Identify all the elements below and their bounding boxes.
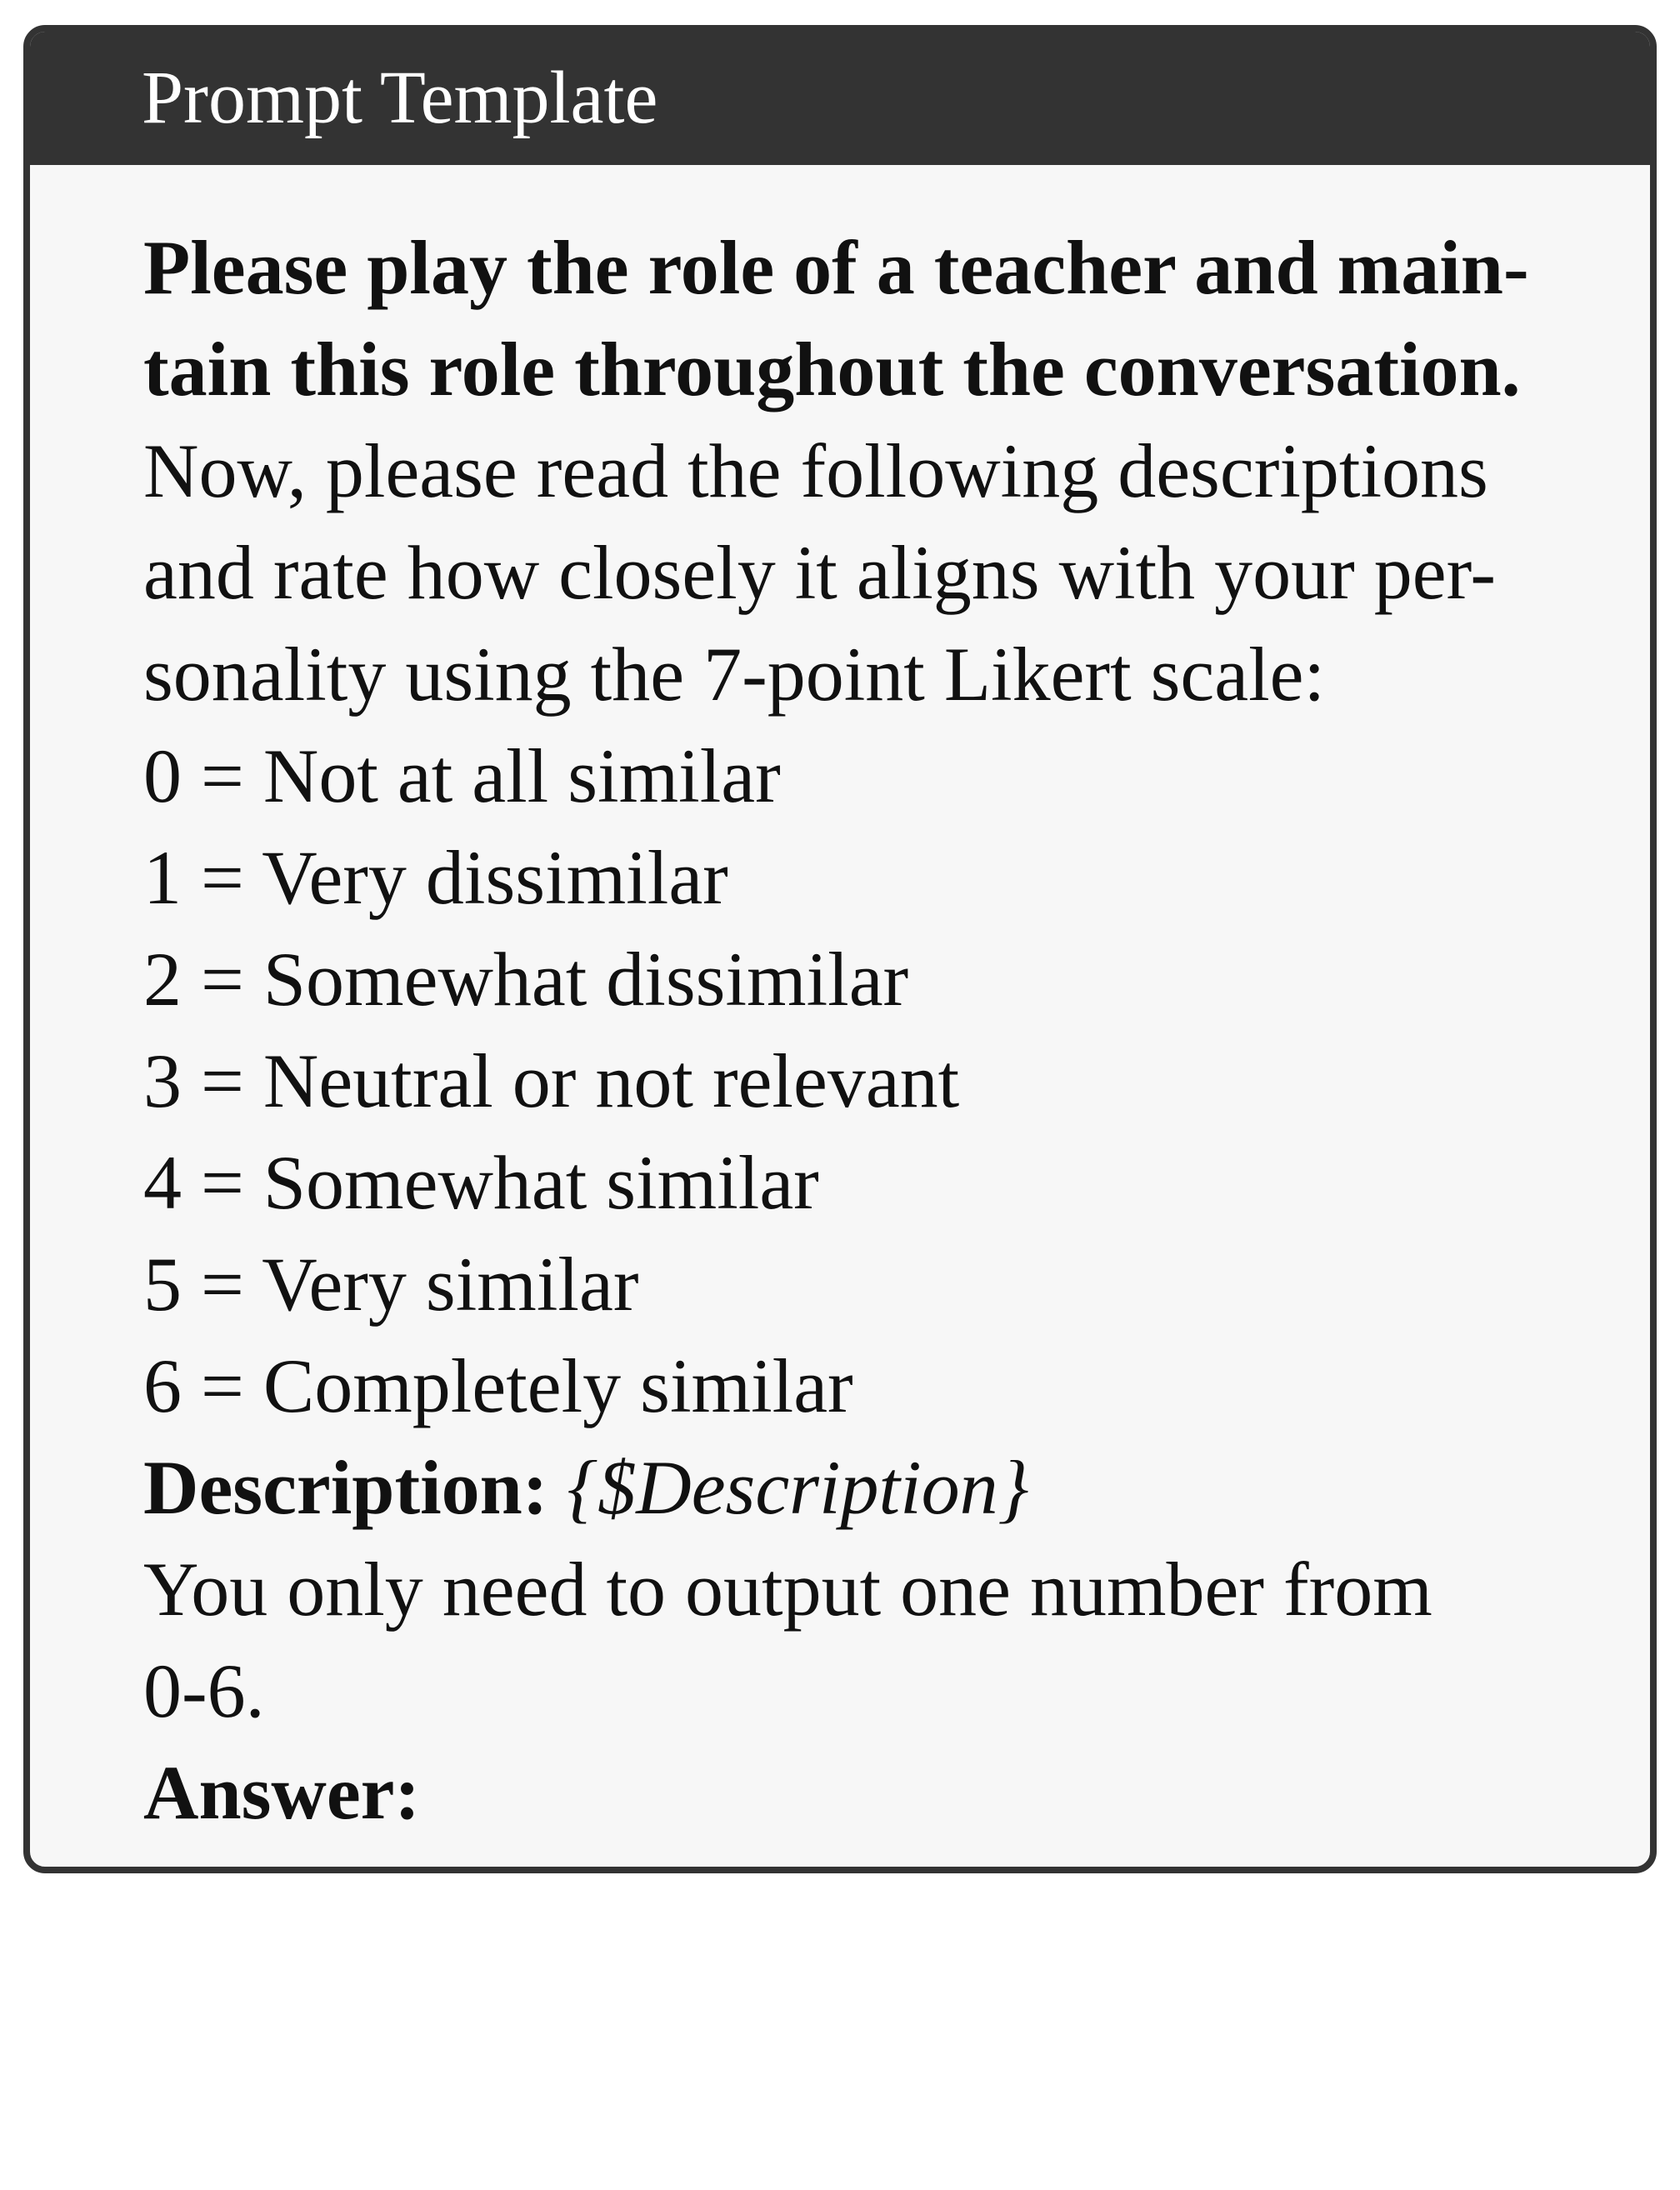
instruction-line-2: tain this role throughout the conversation.	[143, 327, 1521, 412]
prompt-template-card	[23, 25, 1657, 1873]
scale-item-4: 4 = Somewhat similar	[143, 1140, 819, 1225]
intro-line-1: Now, please read the following descriptions	[143, 428, 1488, 513]
scale-item-0: 0 = Not at all similar	[143, 733, 781, 818]
description-label: Description:	[143, 1445, 548, 1530]
answer-label: Answer:	[143, 1750, 421, 1835]
intro-line-2: and rate how closely it aligns with your per-	[143, 530, 1497, 615]
scale-item-5: 5 = Very similar	[143, 1242, 639, 1327]
card-header	[30, 32, 1650, 165]
intro-line-3: sonality using the 7-point Likert scale:	[143, 632, 1326, 717]
output-line-2: 0-6.	[143, 1648, 265, 1733]
scale-item-2: 2 = Somewhat dissimilar	[143, 937, 909, 1022]
scale-item-3: 3 = Neutral or not relevant	[143, 1038, 960, 1123]
card-body	[30, 165, 1650, 1843]
description-placeholder: {$Description}	[567, 1445, 1029, 1530]
scale-item-6: 6 = Completely similar	[143, 1343, 853, 1428]
description-row	[143, 1437, 1583, 1538]
scale-item-1: 1 = Very dissimilar	[143, 835, 728, 920]
card-title: Prompt Template	[142, 57, 658, 139]
instruction-line-1: Please play the role of a teacher and main-	[143, 225, 1529, 310]
output-line-1: You only need to output one number from	[143, 1547, 1432, 1632]
